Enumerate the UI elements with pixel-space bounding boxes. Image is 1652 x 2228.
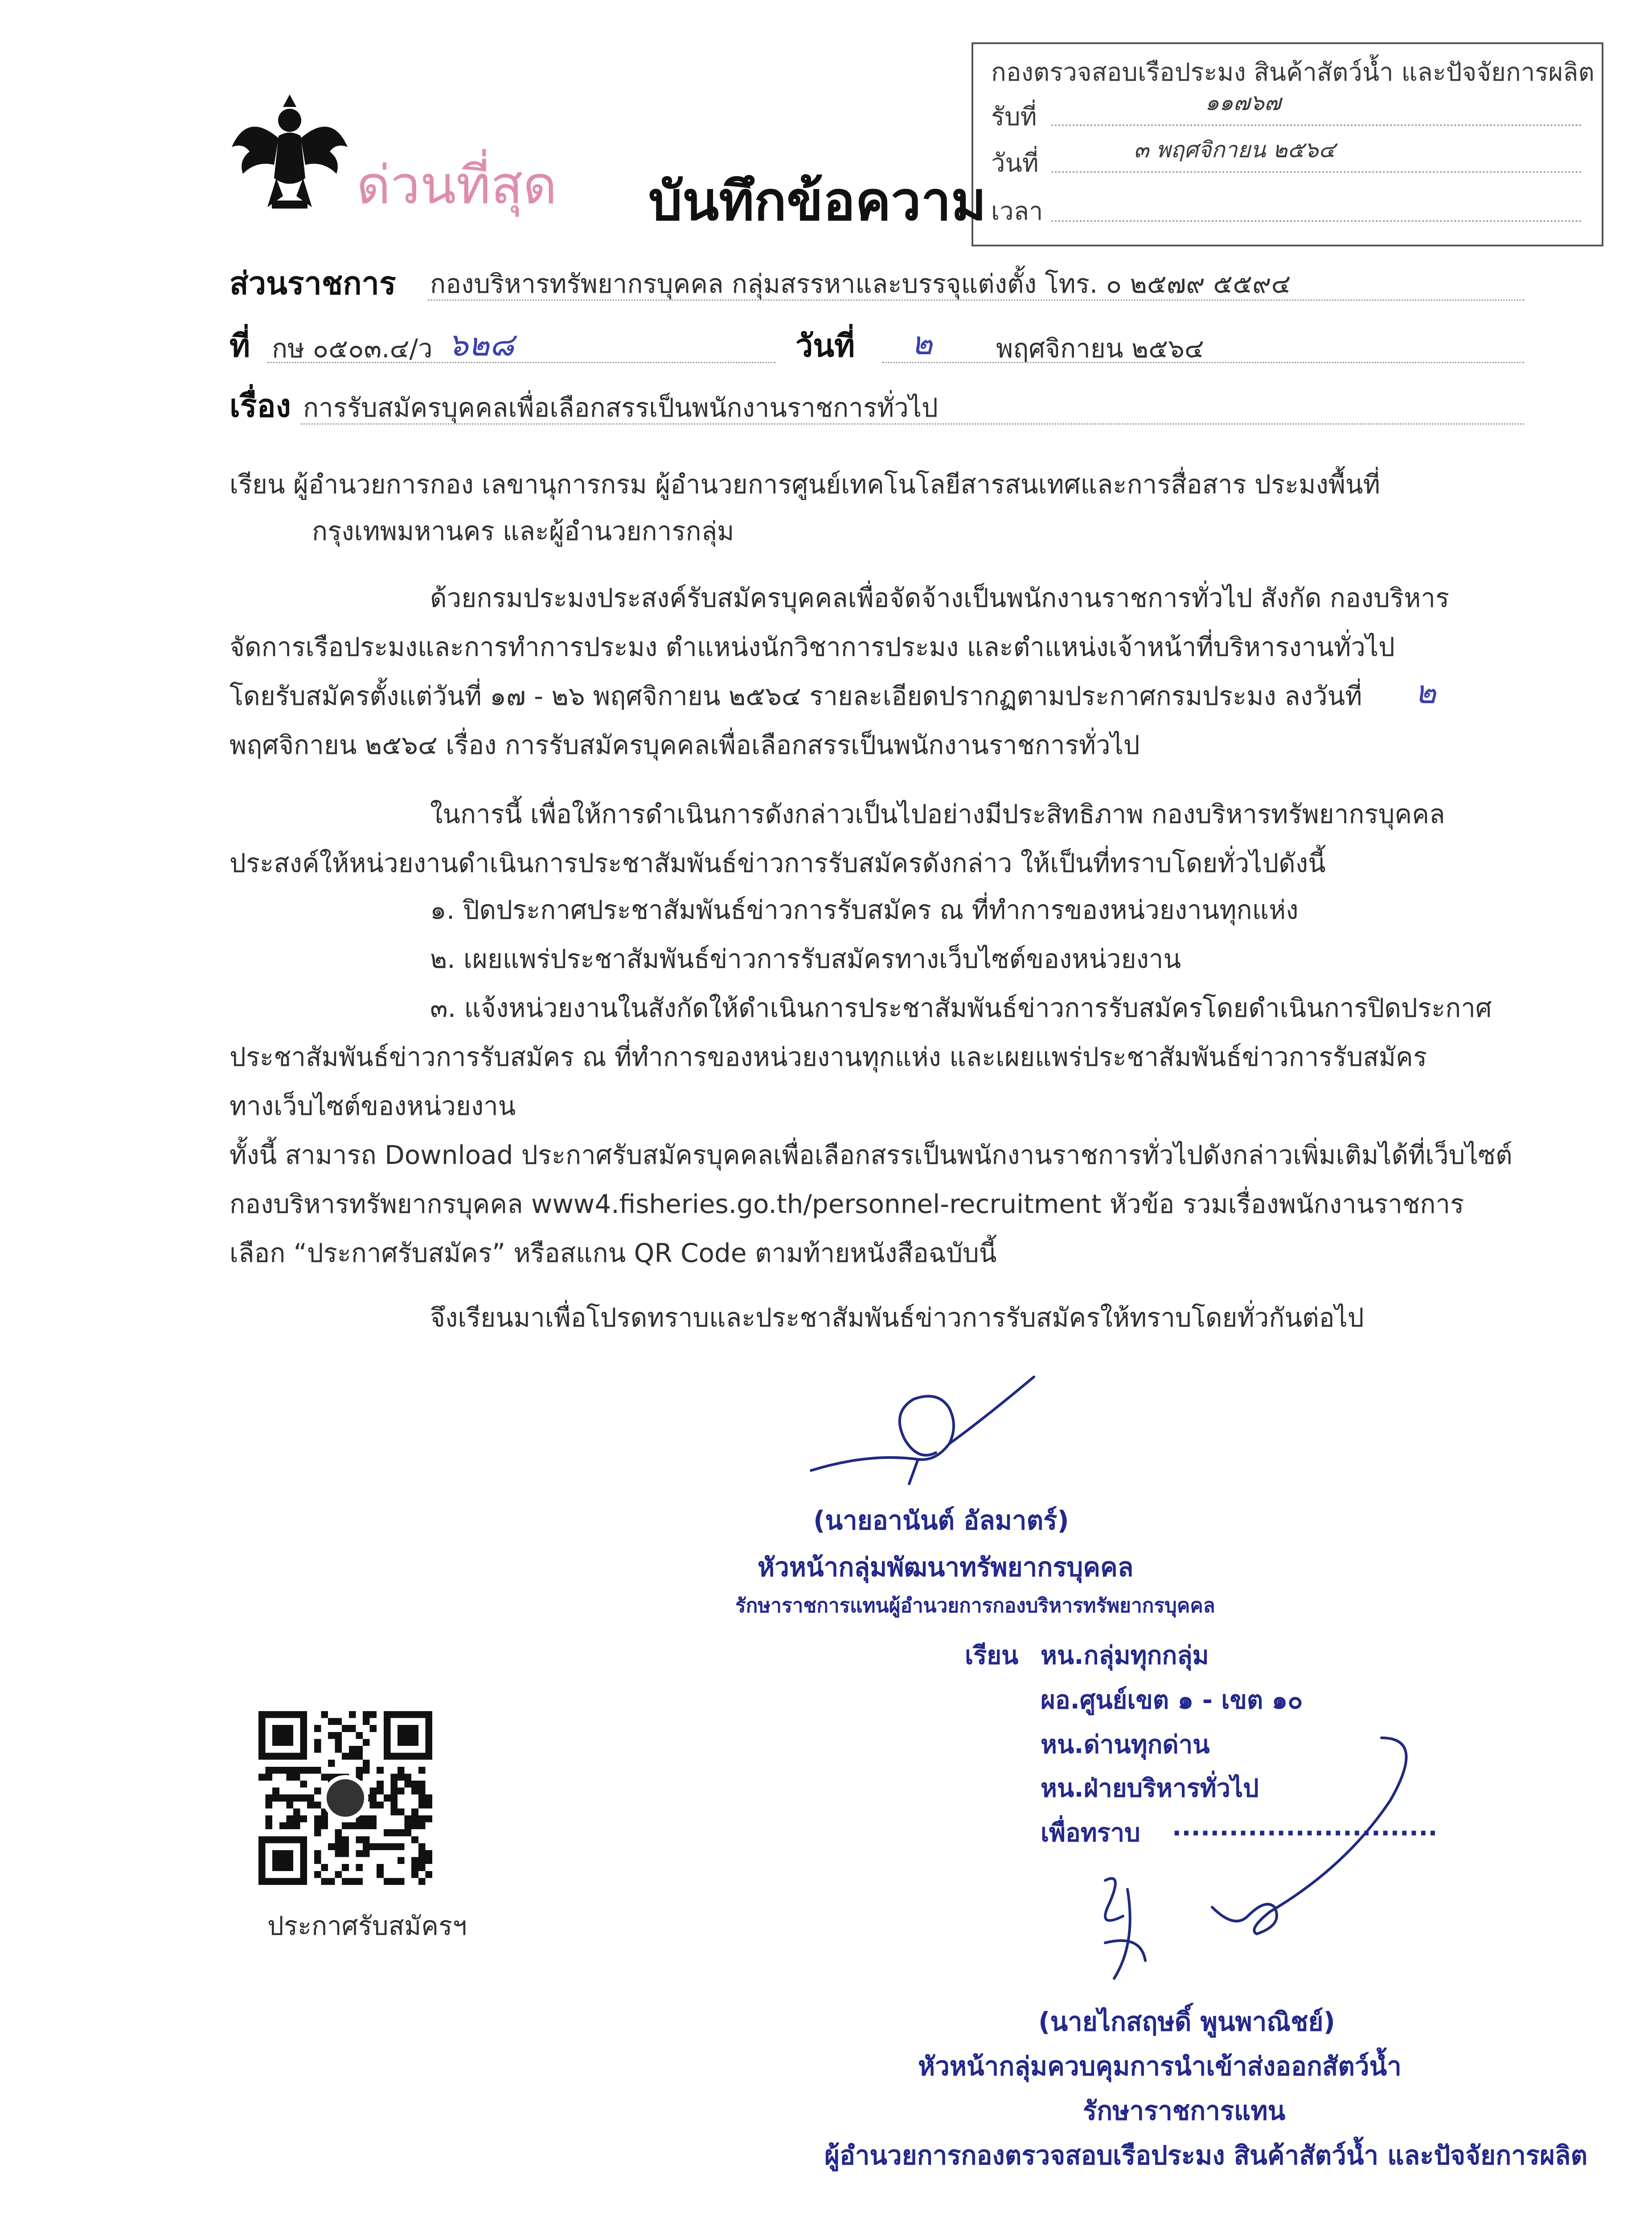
receipt-received-label: รับที่ [991, 102, 1037, 131]
paragraph-1-line-4: พฤศจิกายน ๒๕๖๔ เรื่อง การรับสมัครบุคคลเพื่อเลือกสรรเป็นพนักงานราชการทั่วไป [230, 730, 1140, 760]
to-line-2: กรุงเทพมหานคร และผู้อำนวยการกลุ่ม [312, 516, 734, 546]
signer-1-title: หัวหน้ากลุ่มพัฒนาทรัพยากรบุคคล [758, 1552, 1134, 1582]
receipt-org: กองตรวจสอบเรือประมง สินค้าสัตว์น้ำ และปัจจัยการผลิต [991, 58, 1595, 87]
garuda-emblem-icon [230, 94, 350, 214]
paragraph-3-line-1: ทั้งนี้ สามารถ Download ประกาศรับสมัครบุคคลเพื่อเลือกสรรเป็นพนักงานราชการทั่วไปดังกล่าวเพิ่มเติมได้ที่เว็บไซต์ [230, 1140, 1513, 1170]
signature-2-icon [1078, 1720, 1444, 2005]
paragraph-3-line-3: เลือก “ประกาศรับสมัคร” หรือสแกน QR Code ตามท้ายหนังสือฉบับนี้ [230, 1238, 997, 1268]
subject-value: การรับสมัครบุคคลเพื่อเลือกสรรเป็นพนักงานราชการทั่วไป [303, 393, 938, 423]
paragraph-1-line-2: จัดการเรือประมงและการทำการประมง ตำแหน่งนักวิชาการประมง และตำแหน่งเจ้าหน้าที่บริหารงานทั่วไป [230, 632, 1395, 662]
ref-label: ที่ [230, 328, 250, 364]
signer-1-acting: รักษาราชการแทนผู้อำนวยการกองบริหารทรัพยากรบุคคล [735, 1594, 1215, 1617]
routing-label: เรียน [965, 1641, 1019, 1670]
signer-2-org: ผู้อำนวยการกองตรวจสอบเรือประมง สินค้าสัตว์น้ำ และปัจจัยการผลิต [824, 2140, 1588, 2171]
routing-item-5: เพื่อทราบ [1041, 1818, 1140, 1847]
routing-item-3: หน.ด่านทุกด่าน [1041, 1730, 1210, 1759]
to-line-1: เรียน ผู้อำนวยการกอง เลขานุการกรม ผู้อำนวยการศูนย์เทคโนโลยีสารสนเทศและการสื่อสาร ประมงพื้นที่ [230, 469, 1380, 500]
list-item-3-line-1: ๓. แจ้งหน่วยงานในสังกัดให้ดำเนินการประชาสัมพันธ์ข่าวการรับสมัครโดยดำเนินการปิดประกาศ [430, 993, 1492, 1023]
receipt-stamp-box [972, 42, 1603, 246]
list-item-2: ๒. เผยแพร่ประชาสัมพันธ์ข่าวการรับสมัครทางเว็บไซต์ของหน่วยงาน [430, 944, 1181, 974]
qr-code-icon [258, 1711, 432, 1885]
ref-number-handwritten: ๖๒๘ [448, 326, 514, 363]
routing-dots: ............................ [1172, 1813, 1438, 1842]
signer-2-title: หัวหน้ากลุ่มควบคุมการนำเข้าส่งออกสัตว์น้ำ [918, 2051, 1402, 2081]
receipt-date-value: ๓ พฤศจิกายน ๒๕๖๔ [1134, 137, 1336, 163]
receipt-time-label: เวลา [991, 197, 1043, 226]
urgent-stamp: ด่วนที่สุด [357, 154, 557, 216]
paragraph-2-line-1: ในการนี้ เพื่อให้การดำเนินการดังกล่าวเป็นไปอย่างมีประสิทธิภาพ กองบริหารทรัพยากรบุคคล [430, 799, 1445, 829]
list-item-3-line-2: ประชาสัมพันธ์ข่าวการรับสมัคร ณ ที่ทำการของหน่วยงานทุกแห่ง และเผยแพร่ประชาสัมพันธ์ข่าวการรับสมัคร [230, 1042, 1427, 1072]
paragraph-1-line-3: โดยรับสมัครตั้งแต่วันที่ ๑๗ - ๒๖ พฤศจิกายน ๒๕๖๔ รายละเอียดปรากฏตามประกาศกรมประมง ลงวันที่ [230, 681, 1362, 711]
signature-1-icon [802, 1364, 1052, 1493]
agency-value: กองบริหารทรัพยากรบุคคล กลุ่มสรรหาและบรรจุแต่งตั้ง โทร. ๐ ๒๕๗๙ ๕๕๙๔ [430, 269, 1291, 299]
ref-value: กษ ๐๕๐๓.๔/ว [272, 333, 433, 364]
list-item-3-line-3: ทางเว็บไซต์ของหน่วยงาน [230, 1091, 516, 1121]
list-item-1: ๑. ปิดประกาศประชาสัมพันธ์ข่าวการรับสมัคร ณ ที่ทำการของหน่วยงานทุกแห่ง [430, 895, 1299, 925]
signer-2-acting: รักษาราชการแทน [1083, 2096, 1286, 2126]
memo-title: บันทึกข้อความ [648, 171, 987, 233]
paragraph-3-line-2: กองบริหารทรัพยากรบุคคล www4.fisheries.go.th/personnel-recruitment หัวข้อ รวมเรื่องพนักงานราชการ [230, 1189, 1464, 1219]
receipt-date-label: วันที่ [991, 149, 1039, 178]
paragraph-1-line-1: ด้วยกรมประมงประสงค์รับสมัครบุคคลเพื่อจัดจ้างเป็นพนักงานราชการทั่วไป สังกัด กองบริหาร [430, 583, 1450, 613]
agency-label: ส่วนราชการ [230, 265, 396, 302]
date-label: วันที่ [795, 328, 855, 364]
signer-2-name: (นายไกสฤษดิ์ พูนพาณิชย์) [1038, 2007, 1335, 2037]
subject-label: เรื่อง [230, 388, 291, 424]
routing-item-4: หน.ฝ่ายบริหารทั่วไป [1041, 1774, 1259, 1803]
routing-item-2: ผอ.ศูนย์เขต ๑ - เขต ๑๐ [1041, 1686, 1303, 1715]
routing-item-1: หน.กลุ่มทุกกลุ่ม [1041, 1641, 1209, 1670]
announcement-day-handwritten: ๒ [1415, 673, 1436, 711]
date-day-handwritten: ๒ [911, 324, 933, 362]
receipt-received-value: ๑๑๗๖๗ [1205, 90, 1281, 115]
qr-caption: ประกาศรับสมัครฯ [267, 1911, 467, 1941]
signer-1-name: (นายอานันต์ อัลมาตร์) [813, 1505, 1069, 1536]
paragraph-2-line-2: ประสงค์ให้หน่วยงานดำเนินการประชาสัมพันธ์ข่าวการรับสมัครดังกล่าว ให้เป็นที่ทราบโดยทั่วไปดังนี้ [230, 848, 1326, 878]
closing-line: จึงเรียนมาเพื่อโปรดทราบและประชาสัมพันธ์ข่าวการรับสมัครให้ทราบโดยทั่วกันต่อไป [430, 1302, 1364, 1333]
date-value: พฤศจิกายน ๒๕๖๔ [996, 333, 1204, 364]
